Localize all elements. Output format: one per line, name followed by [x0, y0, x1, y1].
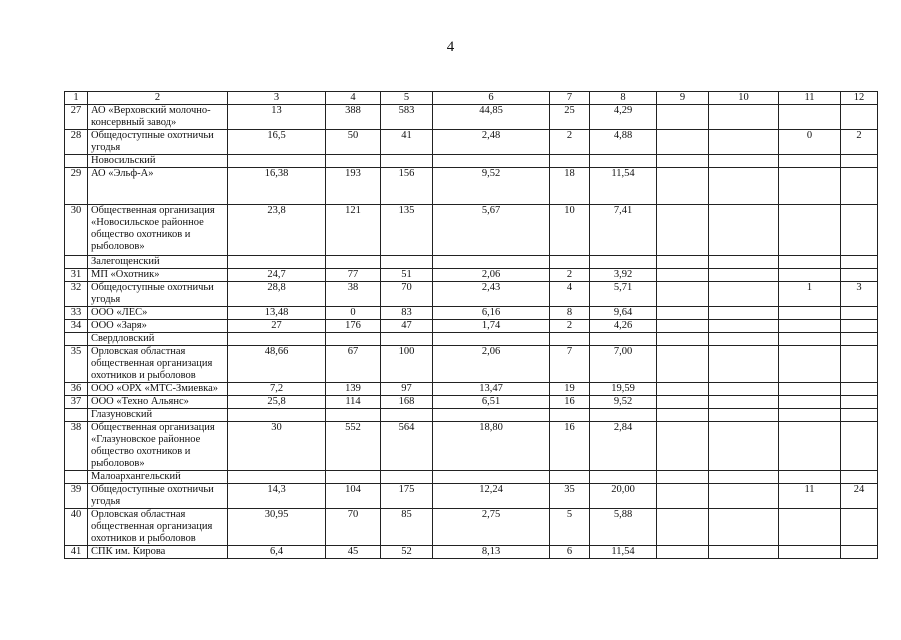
- value-cell-c8: 7,41: [590, 205, 657, 256]
- empty-cell: [433, 256, 550, 269]
- empty-cell: [228, 471, 326, 484]
- column-header: 4: [326, 92, 381, 105]
- organization-name: ООО «Заря»: [88, 320, 228, 333]
- row-number: 33: [65, 307, 88, 320]
- value-cell-c11: [779, 320, 841, 333]
- row-number: 31: [65, 269, 88, 282]
- value-cell-c4: 50: [326, 130, 381, 155]
- value-cell-c11: [779, 346, 841, 383]
- value-cell-c5: 564: [381, 422, 433, 471]
- value-cell-c11: [779, 422, 841, 471]
- row-number: 29: [65, 168, 88, 205]
- empty-cell: [779, 256, 841, 269]
- value-cell-c10: [709, 509, 779, 546]
- value-cell-c6: 44,85: [433, 105, 550, 130]
- value-cell-c6: 1,74: [433, 320, 550, 333]
- value-cell-c11: [779, 307, 841, 320]
- value-cell-c8: 11,54: [590, 546, 657, 559]
- value-cell-c7: 35: [550, 484, 590, 509]
- value-cell-c5: 100: [381, 346, 433, 383]
- value-cell-c3: 13: [228, 105, 326, 130]
- organization-name: ООО «ОРХ «МТС-Змиевка»: [88, 383, 228, 396]
- empty-cell: [433, 333, 550, 346]
- value-cell-c9: [657, 396, 709, 409]
- value-cell-c9: [657, 105, 709, 130]
- empty-cell: [590, 471, 657, 484]
- table-row: [65, 546, 878, 559]
- value-cell-c5: 51: [381, 269, 433, 282]
- empty-cell: [228, 409, 326, 422]
- value-cell-c9: [657, 205, 709, 256]
- empty-cell: [779, 155, 841, 168]
- value-cell-c6: 18,80: [433, 422, 550, 471]
- value-cell-c11: [779, 383, 841, 396]
- table-body: [65, 92, 878, 559]
- empty-cell: [381, 155, 433, 168]
- value-cell-c12: [841, 396, 878, 409]
- column-header: 8: [590, 92, 657, 105]
- empty-cell: [550, 333, 590, 346]
- value-cell-c10: [709, 383, 779, 396]
- value-cell-c9: [657, 484, 709, 509]
- organization-name: ООО «Техно Альянс»: [88, 396, 228, 409]
- column-header: 12: [841, 92, 878, 105]
- row-number-cell: [65, 333, 88, 346]
- empty-cell: [657, 155, 709, 168]
- value-cell-c4: 388: [326, 105, 381, 130]
- value-cell-c4: 104: [326, 484, 381, 509]
- empty-cell: [590, 333, 657, 346]
- value-cell-c4: 70: [326, 509, 381, 546]
- value-cell-c4: 67: [326, 346, 381, 383]
- empty-cell: [709, 409, 779, 422]
- value-cell-c12: [841, 307, 878, 320]
- row-number-cell: [65, 409, 88, 422]
- value-cell-c3: 6,4: [228, 546, 326, 559]
- value-cell-c7: 8: [550, 307, 590, 320]
- row-number: 35: [65, 346, 88, 383]
- value-cell-c5: 47: [381, 320, 433, 333]
- value-cell-c7: 6: [550, 546, 590, 559]
- value-cell-c10: [709, 130, 779, 155]
- row-number-cell: [65, 471, 88, 484]
- value-cell-c3: 13,48: [228, 307, 326, 320]
- empty-cell: [657, 471, 709, 484]
- value-cell-c7: 2: [550, 130, 590, 155]
- value-cell-c5: 52: [381, 546, 433, 559]
- value-cell-c9: [657, 320, 709, 333]
- value-cell-c10: [709, 269, 779, 282]
- value-cell-c8: 19,59: [590, 383, 657, 396]
- value-cell-c10: [709, 105, 779, 130]
- value-cell-c4: 176: [326, 320, 381, 333]
- value-cell-c10: [709, 546, 779, 559]
- column-header: 1: [65, 92, 88, 105]
- value-cell-c9: [657, 282, 709, 307]
- row-number: 40: [65, 509, 88, 546]
- value-cell-c6: 13,47: [433, 383, 550, 396]
- value-cell-c7: 5: [550, 509, 590, 546]
- table-row: [65, 282, 878, 307]
- value-cell-c10: [709, 168, 779, 205]
- column-header: 7: [550, 92, 590, 105]
- empty-cell: [228, 333, 326, 346]
- district-name: Новосильский: [88, 155, 228, 168]
- organization-name: АО «Эльф-А»: [88, 168, 228, 205]
- value-cell-c8: 5,88: [590, 509, 657, 546]
- value-cell-c11: 11: [779, 484, 841, 509]
- table-row: [65, 168, 878, 205]
- value-cell-c9: [657, 130, 709, 155]
- organization-name: МП «Охотник»: [88, 269, 228, 282]
- district-name: Залегощенский: [88, 256, 228, 269]
- row-number: 37: [65, 396, 88, 409]
- column-header: 2: [88, 92, 228, 105]
- value-cell-c10: [709, 484, 779, 509]
- organization-name: АО «Верховский молочно-консервный завод»: [88, 105, 228, 130]
- empty-cell: [657, 256, 709, 269]
- row-number-cell: [65, 256, 88, 269]
- value-cell-c11: [779, 396, 841, 409]
- value-cell-c10: [709, 307, 779, 320]
- empty-cell: [590, 409, 657, 422]
- table-row: [65, 307, 878, 320]
- value-cell-c4: 121: [326, 205, 381, 256]
- value-cell-c3: 16,5: [228, 130, 326, 155]
- table-row: [65, 383, 878, 396]
- empty-cell: [433, 155, 550, 168]
- value-cell-c6: 2,06: [433, 269, 550, 282]
- table-row: [65, 509, 878, 546]
- value-cell-c5: 85: [381, 509, 433, 546]
- value-cell-c5: 175: [381, 484, 433, 509]
- value-cell-c9: [657, 269, 709, 282]
- row-number: 32: [65, 282, 88, 307]
- value-cell-c6: 2,06: [433, 346, 550, 383]
- empty-cell: [657, 409, 709, 422]
- organization-name: СПК им. Кирова: [88, 546, 228, 559]
- value-cell-c7: 4: [550, 282, 590, 307]
- organization-name: Общедоступные охотничьи угодья: [88, 130, 228, 155]
- table-row: [65, 422, 878, 471]
- empty-cell: [326, 333, 381, 346]
- empty-cell: [841, 256, 878, 269]
- empty-cell: [326, 471, 381, 484]
- value-cell-c6: 9,52: [433, 168, 550, 205]
- value-cell-c9: [657, 509, 709, 546]
- hunting-grounds-table: [64, 91, 878, 559]
- empty-cell: [709, 256, 779, 269]
- value-cell-c11: 1: [779, 282, 841, 307]
- value-cell-c7: 16: [550, 396, 590, 409]
- table-row: [65, 484, 878, 509]
- value-cell-c11: [779, 546, 841, 559]
- table-row: [65, 130, 878, 155]
- district-row: [65, 409, 878, 422]
- value-cell-c11: [779, 168, 841, 205]
- value-cell-c12: [841, 320, 878, 333]
- column-header: 11: [779, 92, 841, 105]
- empty-cell: [779, 333, 841, 346]
- value-cell-c3: 48,66: [228, 346, 326, 383]
- value-cell-c5: 83: [381, 307, 433, 320]
- value-cell-c5: 41: [381, 130, 433, 155]
- value-cell-c10: [709, 205, 779, 256]
- empty-cell: [841, 471, 878, 484]
- empty-cell: [550, 256, 590, 269]
- value-cell-c8: 4,29: [590, 105, 657, 130]
- value-cell-c10: [709, 422, 779, 471]
- value-cell-c3: 23,8: [228, 205, 326, 256]
- value-cell-c12: [841, 105, 878, 130]
- organization-name: Орловская областная общественная организация охотников и рыболовов: [88, 346, 228, 383]
- empty-cell: [326, 409, 381, 422]
- row-number: 34: [65, 320, 88, 333]
- column-number-row: [65, 92, 878, 105]
- table-row: [65, 105, 878, 130]
- value-cell-c7: 16: [550, 422, 590, 471]
- value-cell-c7: 7: [550, 346, 590, 383]
- value-cell-c12: [841, 383, 878, 396]
- district-name: Свердловский: [88, 333, 228, 346]
- table-row: [65, 205, 878, 256]
- row-number: 36: [65, 383, 88, 396]
- value-cell-c3: 25,8: [228, 396, 326, 409]
- value-cell-c11: [779, 269, 841, 282]
- value-cell-c7: 18: [550, 168, 590, 205]
- row-number-cell: [65, 155, 88, 168]
- empty-cell: [709, 155, 779, 168]
- empty-cell: [779, 409, 841, 422]
- value-cell-c7: 25: [550, 105, 590, 130]
- value-cell-c8: 20,00: [590, 484, 657, 509]
- value-cell-c4: 38: [326, 282, 381, 307]
- column-header: 10: [709, 92, 779, 105]
- empty-cell: [433, 409, 550, 422]
- value-cell-c4: 45: [326, 546, 381, 559]
- empty-cell: [550, 471, 590, 484]
- organization-name: ООО «ЛЕС»: [88, 307, 228, 320]
- table-row: [65, 396, 878, 409]
- district-name: Малоархангельский: [88, 471, 228, 484]
- page-number: 4: [446, 39, 455, 55]
- value-cell-c8: 4,88: [590, 130, 657, 155]
- value-cell-c12: [841, 546, 878, 559]
- value-cell-c9: [657, 422, 709, 471]
- value-cell-c8: 2,84: [590, 422, 657, 471]
- value-cell-c11: 0: [779, 130, 841, 155]
- value-cell-c7: 2: [550, 269, 590, 282]
- value-cell-c12: [841, 346, 878, 383]
- empty-cell: [228, 256, 326, 269]
- district-row: [65, 471, 878, 484]
- value-cell-c12: [841, 422, 878, 471]
- column-header: 9: [657, 92, 709, 105]
- organization-name: Орловская областная общественная организация охотников и рыболовов: [88, 509, 228, 546]
- row-number: 41: [65, 546, 88, 559]
- value-cell-c5: 70: [381, 282, 433, 307]
- value-cell-c12: [841, 205, 878, 256]
- value-cell-c4: 139: [326, 383, 381, 396]
- column-header: 6: [433, 92, 550, 105]
- value-cell-c9: [657, 307, 709, 320]
- empty-cell: [381, 471, 433, 484]
- value-cell-c9: [657, 383, 709, 396]
- column-header: 3: [228, 92, 326, 105]
- value-cell-c8: 9,64: [590, 307, 657, 320]
- value-cell-c12: [841, 509, 878, 546]
- value-cell-c9: [657, 168, 709, 205]
- value-cell-c10: [709, 396, 779, 409]
- value-cell-c12: 24: [841, 484, 878, 509]
- value-cell-c7: 10: [550, 205, 590, 256]
- organization-name: Общественная организация «Новосильское районное общество охотников и рыболовов»: [88, 205, 228, 256]
- table-row: [65, 269, 878, 282]
- value-cell-c8: 11,54: [590, 168, 657, 205]
- empty-cell: [550, 155, 590, 168]
- organization-name: Общедоступные охотничьи угодья: [88, 282, 228, 307]
- row-number: 27: [65, 105, 88, 130]
- value-cell-c3: 7,2: [228, 383, 326, 396]
- value-cell-c11: [779, 509, 841, 546]
- value-cell-c12: [841, 269, 878, 282]
- district-name: Глазуновский: [88, 409, 228, 422]
- empty-cell: [326, 155, 381, 168]
- empty-cell: [709, 333, 779, 346]
- empty-cell: [779, 471, 841, 484]
- value-cell-c6: 12,24: [433, 484, 550, 509]
- empty-cell: [590, 155, 657, 168]
- value-cell-c3: 24,7: [228, 269, 326, 282]
- value-cell-c5: 135: [381, 205, 433, 256]
- value-cell-c4: 552: [326, 422, 381, 471]
- empty-cell: [590, 256, 657, 269]
- organization-name: Общественная организация «Глазуновское районное общество охотников и рыболовов»: [88, 422, 228, 471]
- empty-cell: [657, 333, 709, 346]
- value-cell-c7: 2: [550, 320, 590, 333]
- value-cell-c4: 0: [326, 307, 381, 320]
- value-cell-c12: 3: [841, 282, 878, 307]
- value-cell-c10: [709, 320, 779, 333]
- value-cell-c9: [657, 346, 709, 383]
- value-cell-c5: 156: [381, 168, 433, 205]
- row-number: 30: [65, 205, 88, 256]
- value-cell-c10: [709, 346, 779, 383]
- value-cell-c3: 30: [228, 422, 326, 471]
- empty-cell: [326, 256, 381, 269]
- empty-cell: [381, 333, 433, 346]
- organization-name: Общедоступные охотничьи угодья: [88, 484, 228, 509]
- value-cell-c10: [709, 282, 779, 307]
- empty-cell: [841, 333, 878, 346]
- empty-cell: [841, 155, 878, 168]
- value-cell-c9: [657, 546, 709, 559]
- value-cell-c6: 5,67: [433, 205, 550, 256]
- value-cell-c12: [841, 168, 878, 205]
- row-number: 38: [65, 422, 88, 471]
- value-cell-c4: 114: [326, 396, 381, 409]
- value-cell-c8: 9,52: [590, 396, 657, 409]
- value-cell-c6: 8,13: [433, 546, 550, 559]
- value-cell-c11: [779, 105, 841, 130]
- row-number: 39: [65, 484, 88, 509]
- value-cell-c5: 168: [381, 396, 433, 409]
- district-row: [65, 256, 878, 269]
- value-cell-c3: 27: [228, 320, 326, 333]
- value-cell-c6: 2,43: [433, 282, 550, 307]
- empty-cell: [709, 471, 779, 484]
- value-cell-c3: 14,3: [228, 484, 326, 509]
- row-number: 28: [65, 130, 88, 155]
- value-cell-c3: 30,95: [228, 509, 326, 546]
- table-row: [65, 320, 878, 333]
- value-cell-c6: 2,75: [433, 509, 550, 546]
- value-cell-c7: 19: [550, 383, 590, 396]
- value-cell-c6: 6,51: [433, 396, 550, 409]
- empty-cell: [841, 409, 878, 422]
- value-cell-c8: 5,71: [590, 282, 657, 307]
- value-cell-c6: 6,16: [433, 307, 550, 320]
- value-cell-c4: 193: [326, 168, 381, 205]
- table-row: [65, 346, 878, 383]
- empty-cell: [433, 471, 550, 484]
- value-cell-c5: 583: [381, 105, 433, 130]
- value-cell-c8: 7,00: [590, 346, 657, 383]
- value-cell-c12: 2: [841, 130, 878, 155]
- empty-cell: [228, 155, 326, 168]
- value-cell-c5: 97: [381, 383, 433, 396]
- value-cell-c6: 2,48: [433, 130, 550, 155]
- value-cell-c4: 77: [326, 269, 381, 282]
- empty-cell: [550, 409, 590, 422]
- empty-cell: [381, 409, 433, 422]
- district-row: [65, 333, 878, 346]
- value-cell-c8: 4,26: [590, 320, 657, 333]
- value-cell-c3: 28,8: [228, 282, 326, 307]
- empty-cell: [381, 256, 433, 269]
- district-row: [65, 155, 878, 168]
- column-header: 5: [381, 92, 433, 105]
- value-cell-c3: 16,38: [228, 168, 326, 205]
- value-cell-c8: 3,92: [590, 269, 657, 282]
- value-cell-c11: [779, 205, 841, 256]
